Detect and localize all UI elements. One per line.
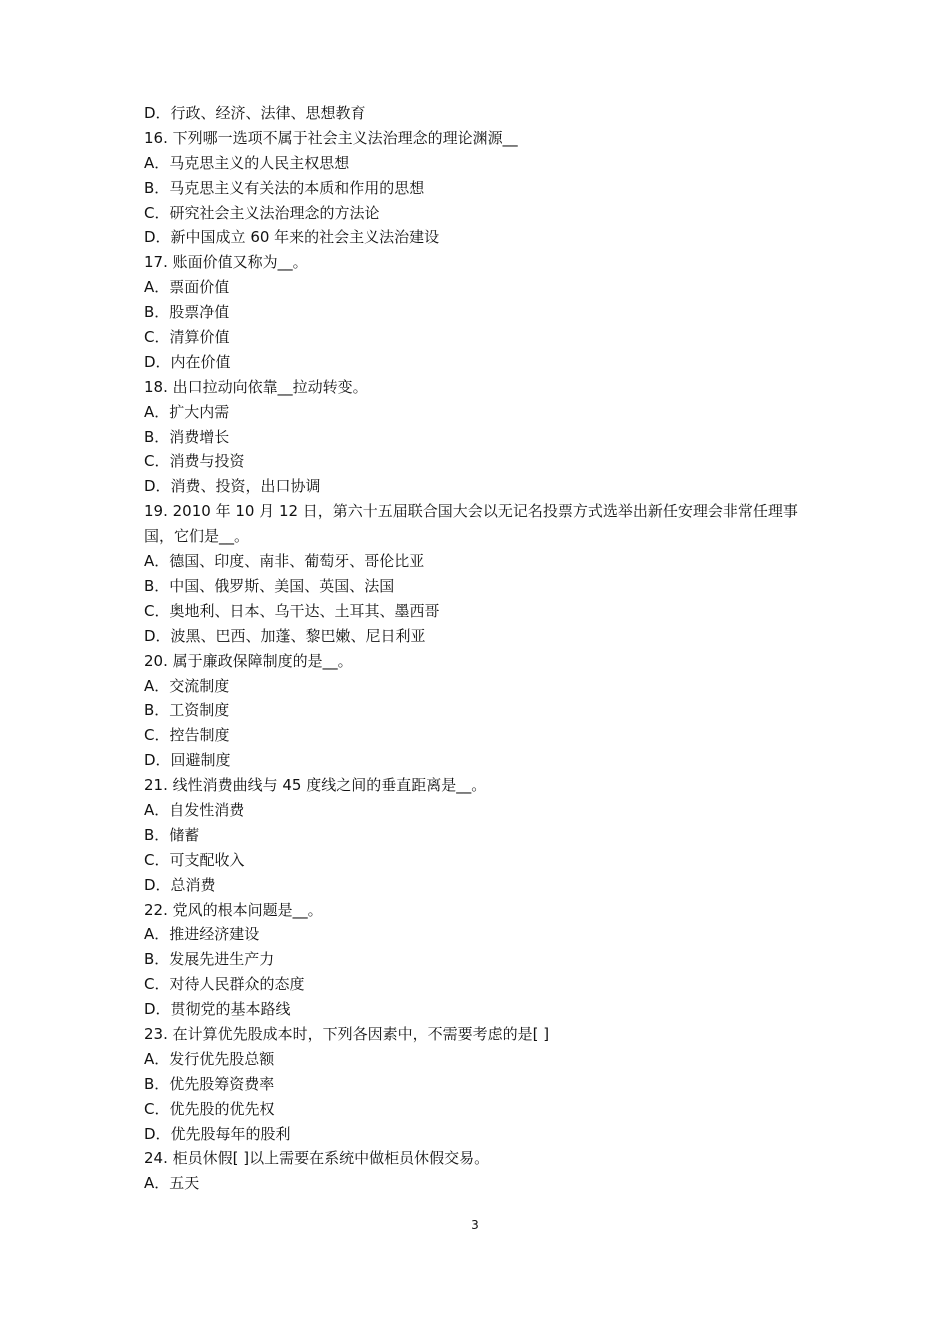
answer-option: D．波黑、巴西、加蓬、黎巴嫩、尼日利亚	[144, 626, 426, 645]
answer-option: B．优先股筹资费率	[144, 1074, 275, 1093]
question-23: 23. 在计算优先股成本时，下列各因素中，不需要考虑的是[ ]	[144, 1024, 550, 1043]
answer-option: C．优先股的优先权	[144, 1099, 275, 1118]
answer-option: C．研究社会主义法治理念的方法论	[144, 203, 380, 222]
answer-option: D．总消费	[144, 875, 216, 894]
answer-option: D．贯彻党的基本路线	[144, 1000, 291, 1019]
answer-option: C．对待人民群众的态度	[144, 975, 305, 994]
question-22: 22. 党风的根本问题是__。	[144, 900, 323, 919]
answer-option: A．推进经济建设	[144, 925, 260, 944]
answer-option: D．内在价值	[144, 352, 231, 371]
document-body	[144, 101, 824, 1196]
answer-option: D．消费、投资，出口协调	[144, 477, 321, 496]
answer-option: C．奥地利、日本、乌干达、土耳其、墨西哥	[144, 601, 440, 620]
answer-option: A．交流制度	[144, 676, 230, 695]
answer-option: D．新中国成立 60 年来的社会主义法治建设	[144, 228, 440, 247]
answer-option: C．可支配收入	[144, 850, 245, 869]
answer-option: B．发展先进生产力	[144, 950, 275, 969]
question-20: 20. 属于廉政保障制度的是__。	[144, 651, 353, 670]
answer-option: D．优先股每年的股利	[144, 1124, 291, 1143]
answer-option: A．扩大内需	[144, 402, 230, 421]
question-17: 17. 账面价值又称为__。	[144, 253, 308, 272]
question-21: 21. 线性消费曲线与 45 度线之间的垂直距离是__。	[144, 776, 487, 795]
question-24: 24. 柜员休假[ ]以上需要在系统中做柜员休假交易。	[144, 1149, 490, 1168]
answer-option: B．储蓄	[144, 825, 200, 844]
answer-option: B．工资制度	[144, 701, 230, 720]
page-number: 3	[471, 1218, 479, 1232]
answer-option: A．发行优先股总额	[144, 1049, 275, 1068]
answer-option: A．自发性消费	[144, 800, 245, 819]
answer-option: A．马克思主义的人民主权思想	[144, 153, 350, 172]
answer-option: B．股票净值	[144, 303, 230, 322]
answer-option: C．消费与投资	[144, 452, 245, 471]
answer-option: A．五天	[144, 1174, 200, 1193]
answer-option: A．票面价值	[144, 278, 230, 297]
question-16: 16. 下列哪一选项不属于社会主义法治理念的理论渊源__	[144, 128, 518, 147]
answer-option: D．行政、经济、法律、思想教育	[144, 104, 366, 122]
answer-option: D．回避制度	[144, 751, 231, 770]
answer-option: B．消费增长	[144, 427, 230, 446]
question-19: 19. 2010 年 10 月 12 日，第六十五届联合国大会以无记名投票方式选举出新任安理会非常任理事国，它们是__。	[144, 502, 798, 546]
answer-option: B．马克思主义有关法的本质和作用的思想	[144, 178, 425, 197]
answer-option: A．德国、印度、南非、葡萄牙、哥伦比亚	[144, 552, 425, 571]
answer-option: C．清算价值	[144, 328, 230, 347]
question-18: 18. 出口拉动向依靠__拉动转变。	[144, 377, 368, 396]
answer-option: C．控告制度	[144, 726, 230, 745]
answer-option: B．中国、俄罗斯、美国、英国、法国	[144, 576, 395, 595]
